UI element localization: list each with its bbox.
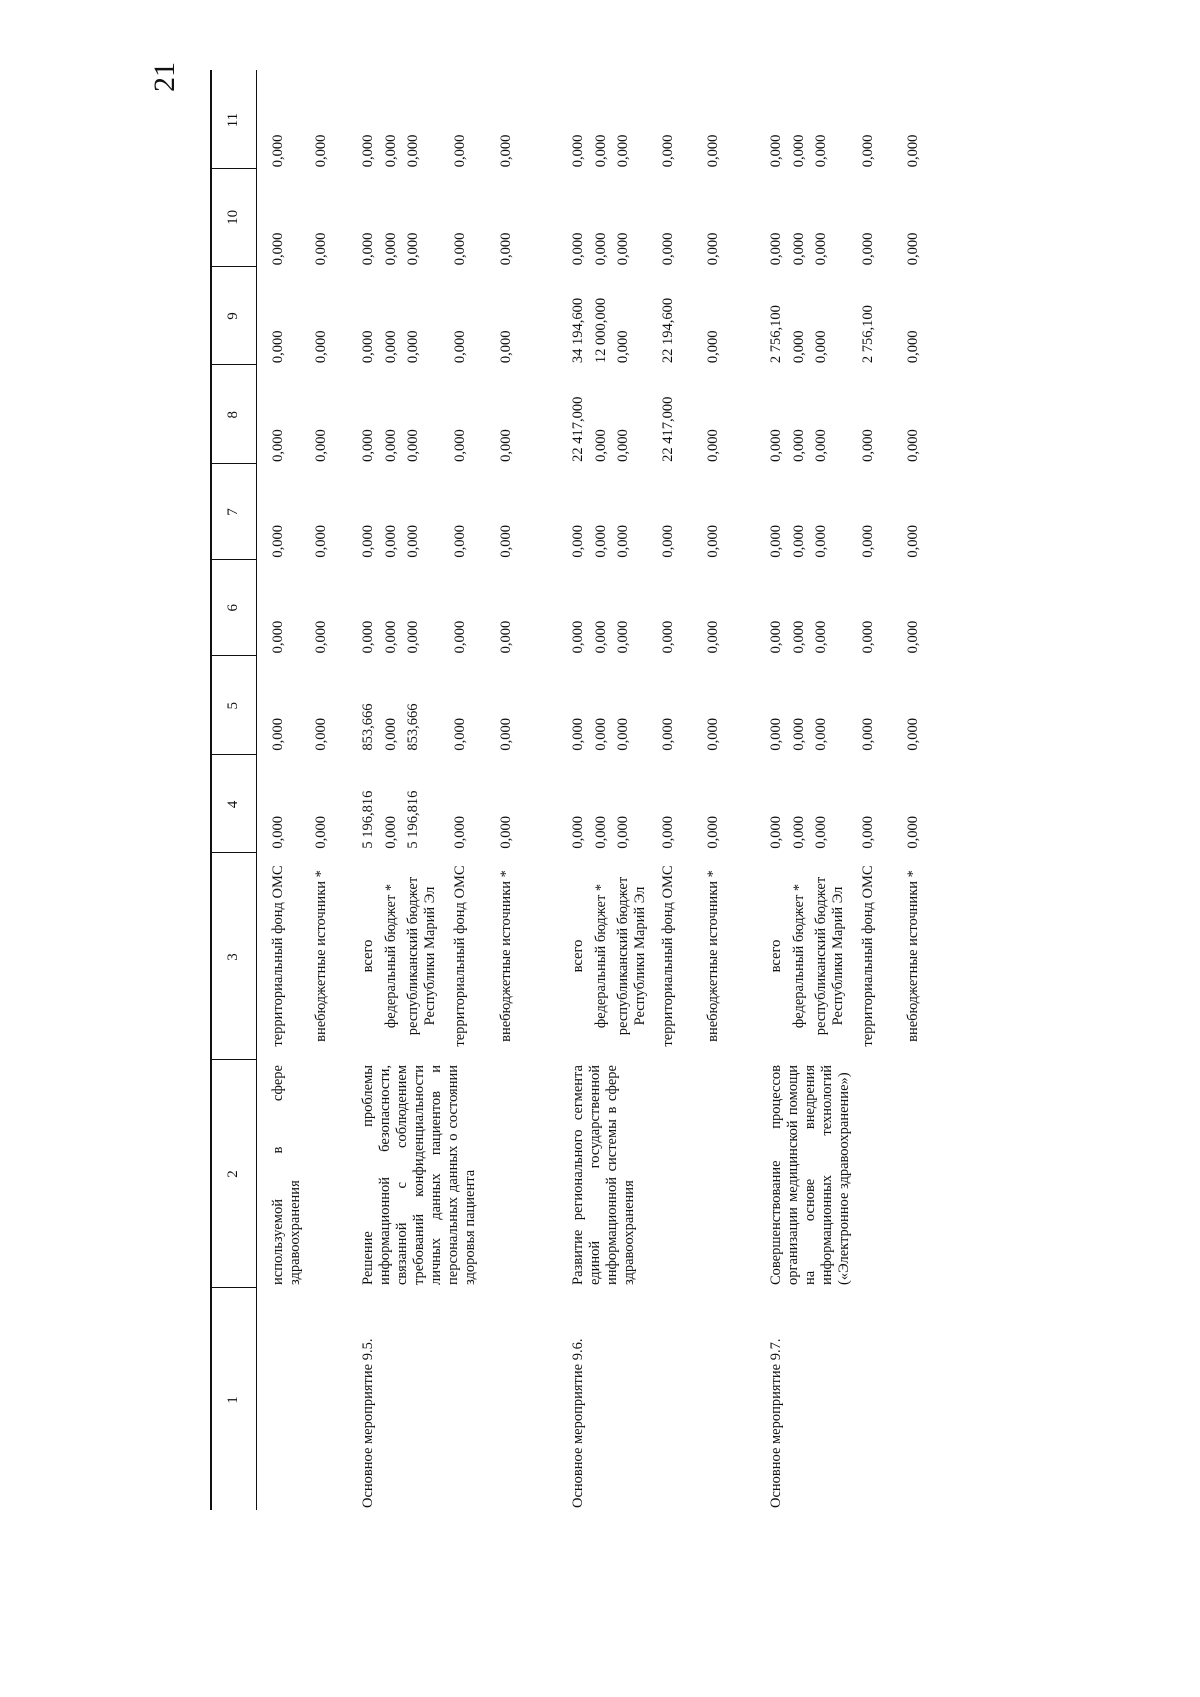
activity-title: Основное мероприятие 9.6. <box>570 1338 586 1508</box>
activity-title: Основное мероприятие 9.7. <box>768 1338 784 1508</box>
page-number: 21 <box>148 62 181 92</box>
value-col-6: 0,000 <box>383 620 399 654</box>
value-col-5: 0,000 <box>498 718 514 751</box>
column-separator <box>210 1059 256 1060</box>
column-separator <box>210 852 256 853</box>
value-col-4: 0,000 <box>270 815 286 849</box>
value-col-6: 0,000 <box>660 620 676 654</box>
value-col-10: 0,000 <box>270 232 286 266</box>
value-col-10: 0,000 <box>593 232 609 266</box>
value-col-4: 0,000 <box>768 815 784 849</box>
value-col-4: 0,000 <box>570 815 586 849</box>
value-col-8: 0,000 <box>360 429 376 462</box>
value-col-9: 0,000 <box>615 330 631 364</box>
value-col-10: 0,000 <box>360 232 376 266</box>
value-col-7: 0,000 <box>705 525 721 558</box>
column-separator <box>210 266 256 267</box>
column-header-10: 10 <box>225 209 241 225</box>
value-col-8: 0,000 <box>383 429 399 462</box>
value-col-10: 0,000 <box>813 232 829 266</box>
funding-source: всего <box>768 939 784 973</box>
funding-source: всего <box>570 939 586 973</box>
value-col-5: 0,000 <box>383 718 399 751</box>
column-separator <box>210 463 256 464</box>
value-col-4: 0,000 <box>905 815 921 849</box>
value-col-6: 0,000 <box>593 620 609 654</box>
value-col-5: 0,000 <box>768 718 784 751</box>
funding-source: внебюджетные источники * <box>498 870 514 1042</box>
column-header-4: 4 <box>225 800 241 809</box>
value-col-4: 0,000 <box>813 815 829 849</box>
column-header-7: 7 <box>225 508 241 516</box>
value-col-9: 0,000 <box>360 330 376 364</box>
funding-source: республиканский бюджет Республики Марий Эл <box>813 876 846 1036</box>
value-col-6: 0,000 <box>360 620 376 654</box>
value-col-9: 2 756,100 <box>860 305 876 364</box>
value-col-5: 853,666 <box>360 703 376 751</box>
value-col-6: 0,000 <box>615 620 631 654</box>
activity-description: Развитие регионального сегмента единой государственной информационной системы в сфере здравоохранения <box>570 1065 637 1285</box>
value-col-8: 0,000 <box>860 429 876 462</box>
value-col-7: 0,000 <box>360 525 376 558</box>
value-col-7: 0,000 <box>383 525 399 558</box>
value-col-6: 0,000 <box>313 620 329 654</box>
value-col-7: 0,000 <box>570 525 586 558</box>
value-col-9: 0,000 <box>313 330 329 364</box>
column-separator <box>210 1287 256 1288</box>
value-col-8: 22 417,000 <box>660 396 676 462</box>
value-col-5: 0,000 <box>270 718 286 751</box>
value-col-11: 0,000 <box>705 134 721 168</box>
value-col-10: 0,000 <box>905 232 921 266</box>
column-separator <box>210 364 256 365</box>
value-col-9: 0,000 <box>270 330 286 364</box>
value-col-5: 0,000 <box>660 718 676 751</box>
value-col-10: 0,000 <box>660 232 676 266</box>
value-col-9: 0,000 <box>405 330 421 364</box>
value-col-6: 0,000 <box>791 620 807 654</box>
value-col-9: 34 194,600 <box>570 297 586 364</box>
value-col-9: 0,000 <box>791 330 807 364</box>
value-col-9: 0,000 <box>705 330 721 364</box>
funding-source: территориальный фонд ОМС <box>860 865 876 1047</box>
value-col-11: 0,000 <box>791 134 807 168</box>
value-col-7: 0,000 <box>452 525 468 558</box>
value-col-4: 0,000 <box>313 815 329 849</box>
funding-source: республиканский бюджет Республики Марий Эл <box>615 876 648 1036</box>
value-col-10: 0,000 <box>498 232 514 266</box>
value-col-11: 0,000 <box>905 134 921 168</box>
value-col-8: 22 417,000 <box>570 396 586 462</box>
value-col-5: 0,000 <box>570 718 586 751</box>
value-col-6: 0,000 <box>405 620 421 654</box>
value-col-10: 0,000 <box>452 232 468 266</box>
value-col-8: 0,000 <box>768 429 784 462</box>
value-col-6: 0,000 <box>905 620 921 654</box>
column-separator <box>210 655 256 656</box>
value-col-8: 0,000 <box>593 429 609 462</box>
funding-source: внебюджетные источники * <box>313 870 329 1042</box>
header-row <box>210 70 256 1510</box>
value-col-6: 0,000 <box>768 620 784 654</box>
header-bottom-border <box>256 70 257 1510</box>
value-col-6: 0,000 <box>570 620 586 654</box>
value-col-8: 0,000 <box>313 429 329 462</box>
value-col-4: 0,000 <box>452 815 468 849</box>
value-col-11: 0,000 <box>360 134 376 168</box>
value-col-11: 0,000 <box>570 134 586 168</box>
column-header-8: 8 <box>225 410 241 419</box>
value-col-5: 0,000 <box>860 718 876 751</box>
value-col-7: 0,000 <box>813 525 829 558</box>
column-separator <box>210 559 256 560</box>
value-col-7: 0,000 <box>768 525 784 558</box>
value-col-6: 0,000 <box>498 620 514 654</box>
value-col-8: 0,000 <box>791 429 807 462</box>
value-col-5: 0,000 <box>813 718 829 751</box>
funding-source: внебюджетные источники * <box>905 870 921 1042</box>
value-col-8: 0,000 <box>270 429 286 462</box>
value-col-4: 0,000 <box>705 815 721 849</box>
value-col-9: 2 756,100 <box>768 305 784 364</box>
value-col-9: 0,000 <box>813 330 829 364</box>
value-col-7: 0,000 <box>660 525 676 558</box>
value-col-9: 12 000,000 <box>593 297 609 364</box>
value-col-8: 0,000 <box>405 429 421 462</box>
funding-source: федеральный бюджет * <box>791 883 807 1029</box>
column-separator <box>210 168 256 169</box>
value-col-10: 0,000 <box>791 232 807 266</box>
value-col-10: 0,000 <box>383 232 399 266</box>
value-col-7: 0,000 <box>405 525 421 558</box>
value-col-4: 0,000 <box>791 815 807 849</box>
value-col-5: 0,000 <box>905 718 921 751</box>
column-separator <box>210 754 256 755</box>
value-col-5: 0,000 <box>705 718 721 751</box>
value-col-9: 0,000 <box>452 330 468 364</box>
value-col-11: 0,000 <box>860 134 876 168</box>
value-col-6: 0,000 <box>860 620 876 654</box>
value-col-6: 0,000 <box>270 620 286 654</box>
activity-description: Совершенствование процессов организации медицинской помощи на основе внедрения информационных технологий («Электронное здравоохранение») <box>768 1065 852 1285</box>
funding-source: федеральный бюджет * <box>593 883 609 1029</box>
value-col-8: 0,000 <box>705 429 721 462</box>
value-col-8: 0,000 <box>498 429 514 462</box>
value-col-8: 0,000 <box>452 429 468 462</box>
value-col-10: 0,000 <box>768 232 784 266</box>
value-col-11: 0,000 <box>660 134 676 168</box>
value-col-5: 0,000 <box>452 718 468 751</box>
value-col-5: 0,000 <box>313 718 329 751</box>
funding-source: территориальный фонд ОМС <box>660 865 676 1047</box>
activity-description: используемой в сфере здравоохранения <box>270 1065 303 1285</box>
value-col-11: 0,000 <box>405 134 421 168</box>
value-col-4: 0,000 <box>860 815 876 849</box>
value-col-10: 0,000 <box>615 232 631 266</box>
value-col-10: 0,000 <box>313 232 329 266</box>
value-col-7: 0,000 <box>905 525 921 558</box>
value-col-8: 0,000 <box>905 429 921 462</box>
value-col-4: 0,000 <box>660 815 676 849</box>
funding-source: всего <box>360 939 376 973</box>
value-col-11: 0,000 <box>452 134 468 168</box>
value-col-10: 0,000 <box>570 232 586 266</box>
value-col-11: 0,000 <box>498 134 514 168</box>
funding-source: республиканский бюджет Республики Марий Эл <box>405 876 438 1036</box>
value-col-11: 0,000 <box>313 134 329 168</box>
rotated-table <box>148 62 1055 1510</box>
value-col-7: 0,000 <box>313 525 329 558</box>
value-col-9: 22 194,600 <box>660 297 676 364</box>
value-col-5: 0,000 <box>593 718 609 751</box>
value-col-4: 5 196,816 <box>360 790 376 849</box>
value-col-10: 0,000 <box>405 232 421 266</box>
column-header-9: 9 <box>225 312 241 320</box>
value-col-4: 0,000 <box>615 815 631 849</box>
funding-source: федеральный бюджет * <box>383 883 399 1029</box>
value-col-10: 0,000 <box>705 232 721 266</box>
activity-description: Решение проблемы информационной безопасности, связанной с соблюдением требований конфиденциальности личных данных пациентов и персональных данных о состоянии здоровья пациента <box>360 1065 478 1285</box>
column-header-2: 2 <box>225 1170 241 1178</box>
value-col-7: 0,000 <box>270 525 286 558</box>
value-col-11: 0,000 <box>593 134 609 168</box>
value-col-9: 0,000 <box>905 330 921 364</box>
value-col-8: 0,000 <box>615 429 631 462</box>
value-col-11: 0,000 <box>813 134 829 168</box>
value-col-11: 0,000 <box>615 134 631 168</box>
value-col-7: 0,000 <box>860 525 876 558</box>
value-col-5: 0,000 <box>615 718 631 751</box>
value-col-9: 0,000 <box>498 330 514 364</box>
column-header-11: 11 <box>225 112 241 128</box>
value-col-6: 0,000 <box>813 620 829 654</box>
value-col-7: 0,000 <box>791 525 807 558</box>
value-col-10: 0,000 <box>860 232 876 266</box>
column-header-5: 5 <box>225 701 241 710</box>
funding-source: внебюджетные источники * <box>705 870 721 1042</box>
value-col-11: 0,000 <box>270 134 286 168</box>
value-col-6: 0,000 <box>705 620 721 654</box>
value-col-5: 0,000 <box>791 718 807 751</box>
column-header-3: 3 <box>225 953 241 961</box>
value-col-4: 5 196,816 <box>405 790 421 849</box>
funding-source: территориальный фонд ОМС <box>270 865 286 1047</box>
value-col-11: 0,000 <box>768 134 784 168</box>
value-col-11: 0,000 <box>383 134 399 168</box>
activity-title: Основное мероприятие 9.5. <box>360 1338 376 1508</box>
value-col-8: 0,000 <box>813 429 829 462</box>
funding-source: территориальный фонд ОМС <box>452 865 468 1047</box>
column-header-1: 1 <box>225 1396 241 1404</box>
value-col-7: 0,000 <box>615 525 631 558</box>
value-col-4: 0,000 <box>593 815 609 849</box>
value-col-6: 0,000 <box>452 620 468 654</box>
value-col-9: 0,000 <box>383 330 399 364</box>
value-col-5: 853,666 <box>405 703 421 751</box>
value-col-7: 0,000 <box>498 525 514 558</box>
value-col-4: 0,000 <box>383 815 399 849</box>
value-col-4: 0,000 <box>498 815 514 849</box>
value-col-7: 0,000 <box>593 525 609 558</box>
column-header-6: 6 <box>225 603 241 612</box>
